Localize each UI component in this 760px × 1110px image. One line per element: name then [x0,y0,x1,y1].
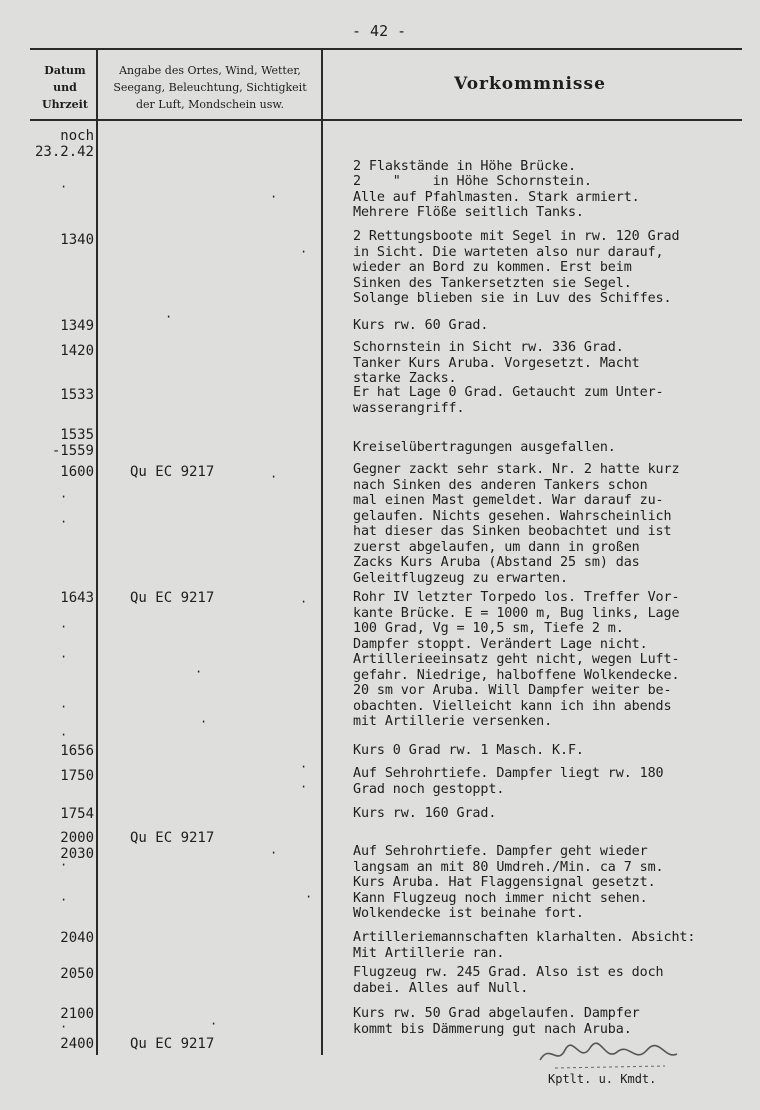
decorative-dot: · [165,310,173,324]
decorative-dot: · [210,1017,218,1031]
entry-text-line: Sinken des Tankersetzten sie Segel. [353,275,632,291]
entry-text-line: Geleitflugzeug zu erwarten. [353,570,568,586]
entry-text-line: Kann Flugzeug noch immer nicht sehen. [353,890,648,906]
entry-text [353,844,664,922]
entry-position: Qu EC 9217 [130,464,215,480]
decorative-dot: · [60,1020,68,1034]
header-events: Vorkommnisse [454,74,606,94]
entry-date [30,1036,94,1052]
column-divider-2 [321,50,323,1055]
entry-text-line: nach Sinken des anderen Tankers schon [353,477,648,493]
entry-text-line: Kurs rw. 60 Grad. [353,318,489,333]
entry-date [30,806,94,822]
entry-text-line: Grad noch gestoppt. [353,781,505,797]
decorative-dot: · [300,595,308,609]
entry-text [353,318,488,334]
decorative-dot: · [60,728,68,742]
decorative-dot: · [60,858,68,872]
entry-text-line: kommt bis Dämmerung gut nach Aruba. [353,1021,632,1037]
entry-text-line: gefahr. Niedrige, halboffene Wolkendecke. [353,667,680,683]
entry-text-line [353,143,640,159]
entry-text [353,462,679,586]
entry-text-line: Flugzeug rw. 245 Grad. Also ist es doch [353,965,664,980]
entry-text-line: Alle auf Pfahlmasten. Stark armiert. [353,189,640,205]
entry-date [30,318,94,334]
entry-text-line: obachten. Vielleicht kann ich ihn abends [353,698,672,714]
entry-date-line: -1559 [51,443,94,459]
entry-date [30,387,94,403]
entry-date [30,128,94,160]
entry-text-line: Mehrere Flöße seitlich Tanks. [353,205,584,220]
entry-text [353,930,695,961]
entry-text-line: starke Zacks. [353,371,457,386]
decorative-dot: · [300,245,308,259]
page-number: - 42 - [352,22,407,40]
top-rule [30,48,742,50]
entry-text-line: 2 Rettungsboote mit Segel in rw. 120 Grad [353,229,680,244]
decorative-dot: · [60,180,68,194]
entry-text-line: Artilleriemannschaften klarhalten. Absicht: [353,930,696,945]
entry-text-line: wieder an Bord zu kommen. Erst beim [353,260,632,275]
entry-text [353,440,616,456]
entry-date-line: 1535 [60,427,94,443]
entry-text-line: langsam an mit 80 Umdreh./Min. ca 7 sm. [353,859,664,875]
entry-position: Qu EC 9217 [130,830,215,846]
entry-text-line: Zacks Kurs Aruba (Abstand 25 sm) das [353,555,640,570]
column-divider-1 [96,50,98,1055]
entry-text-line: hat dieser das Sinken beobachtet und ist [353,524,672,539]
entry-text-line: mit Artillerie versenken. [353,714,553,729]
entry-text-line: Schornstein in Sicht rw. 336 Grad. [353,340,624,355]
header-place: Angabe des Ortes, Wind, Wetter, Seegang, Beleuchtung, Sichtigkeit der Luft, Mondschein usw. [113,64,307,111]
entry-text-line: 2 Flakstände in Höhe Brücke. [353,158,576,174]
decorative-dot: · [270,190,278,204]
entry-text-line: in Sicht. Die warteten also nur darauf, [353,244,664,260]
entry-text-line: Tanker Kurs Aruba. Vorgesetzt. Macht [353,355,640,371]
entry-date [30,590,94,606]
entry-date-line: 2040 [60,930,94,946]
entry-text-line: gelaufen. Nichts gesehen. Wahrscheinlich [353,508,672,524]
entry-date [30,930,94,946]
entry-text-line: Wolkendecke ist beinahe fort. [353,906,584,921]
entry-text-line: 20 sm vor Aruba. Will Dampfer weiter be- [353,683,672,698]
decorative-dot: · [60,700,68,714]
entry-date [30,743,94,759]
decorative-dot: · [60,893,68,907]
entry-text [353,1006,640,1037]
entry-date-line: 1340 [60,232,94,248]
entry-text [353,229,679,307]
entry-text-line: dabei. Alles auf Null. [353,980,529,996]
entry-text-line: Kurs 0 Grad rw. 1 Masch. K.F. [353,743,584,758]
decorative-dot: · [60,650,68,664]
entry-date [30,768,94,784]
entry-text [353,385,664,416]
entry-text-line: Kurs rw. 160 Grad. [353,806,497,821]
entry-date-line: 2100 [60,1006,94,1022]
entry-text [353,590,679,730]
entry-text-line: Auf Sehrohrtiefe. Dampfer geht wieder [353,844,648,859]
entry-text-line: Gegner zackt sehr stark. Nr. 2 hatte kurz [353,462,680,477]
entry-date-line: 1533 [60,387,94,403]
entry-text-line: Kurs rw. 50 Grad abgelaufen. Dampfer [353,1006,640,1021]
signature-scribble [535,1038,685,1070]
entry-text-line: Kurs Aruba. Hat Flaggensignal gesetzt. [353,875,656,890]
entry-text-line: Kreiselübertragungen ausgefallen. [353,440,616,455]
decorative-dot: · [200,715,208,729]
entry-text [353,806,496,822]
entry-date-line: 1656 [60,743,94,759]
entry-date [30,232,94,248]
decorative-dot: · [60,515,68,529]
entry-date-line: 1750 [60,768,94,784]
header-rule [30,119,742,121]
entry-text [353,340,640,387]
entry-date [30,966,94,982]
entry-date [30,464,94,480]
entry-date-line: noch [60,128,94,144]
entry-text-line: Dampfer stoppt. Verändert Lage nicht. [353,636,648,652]
entry-date-line: 1643 [60,590,94,606]
entry-date-line: 2400 [60,1036,94,1052]
entry-date [30,427,94,459]
decorative-dot: · [60,490,68,504]
entry-date-line: 2000 [60,830,94,846]
entry-date-line: 23.2.42 [34,144,94,160]
entry-text [353,965,664,996]
entry-date-line: 1349 [60,318,94,334]
decorative-dot: · [305,890,313,904]
entry-text [353,766,664,797]
entry-date-line: 2050 [60,966,94,982]
entry-text-line: mal einen Mast gemeldet. War darauf zu- [353,493,664,508]
decorative-dot: · [300,780,308,794]
decorative-dot: · [270,846,278,860]
decorative-dot: · [300,760,308,774]
entry-date-line: 1600 [60,464,94,480]
entry-text-line: 2 " in Höhe Schornstein. [353,174,592,189]
entry-text-line: Solange blieben sie in Luv des Schiffes. [353,291,672,306]
decorative-dot: · [60,620,68,634]
entry-text-line: Er hat Lage 0 Grad. Getaucht zum Unter- [353,385,664,400]
entry-position: Qu EC 9217 [130,590,215,606]
entry-text [353,743,584,759]
entry-text-line: wasserangriff. [353,400,465,416]
decorative-dot: · [270,470,278,484]
entry-position: Qu EC 9217 [130,1036,215,1052]
header-date: Datum und Uhrzeit [42,64,88,111]
entry-text-line: Rohr IV letzter Torpedo los. Treffer Vor- [353,590,680,605]
entry-text-line: Auf Sehrohrtiefe. Dampfer liegt rw. 180 [353,766,664,781]
entry-text-line: 100 Grad, Vg = 10,5 sm, Tiefe 2 m. [353,621,624,636]
entry-text-line: zuerst abgelaufen, um dann in großen [353,539,640,555]
entry-date [30,343,94,359]
entry-text-line: Mit Artillerie ran. [353,945,505,961]
entry-date-line: 1754 [60,806,94,822]
entry-date-line: 2030 [60,846,94,862]
entry-text [353,143,640,221]
signature-caption: Kptlt. u. Kmdt. [548,1072,657,1086]
entry-text-line: kante Brücke. E = 1000 m, Bug links, Lage [353,605,680,621]
entry-text-line: Artillerieeinsatz geht nicht, wegen Luft- [353,652,680,667]
entry-date-line: 1420 [60,343,94,359]
decorative-dot: · [195,665,203,679]
